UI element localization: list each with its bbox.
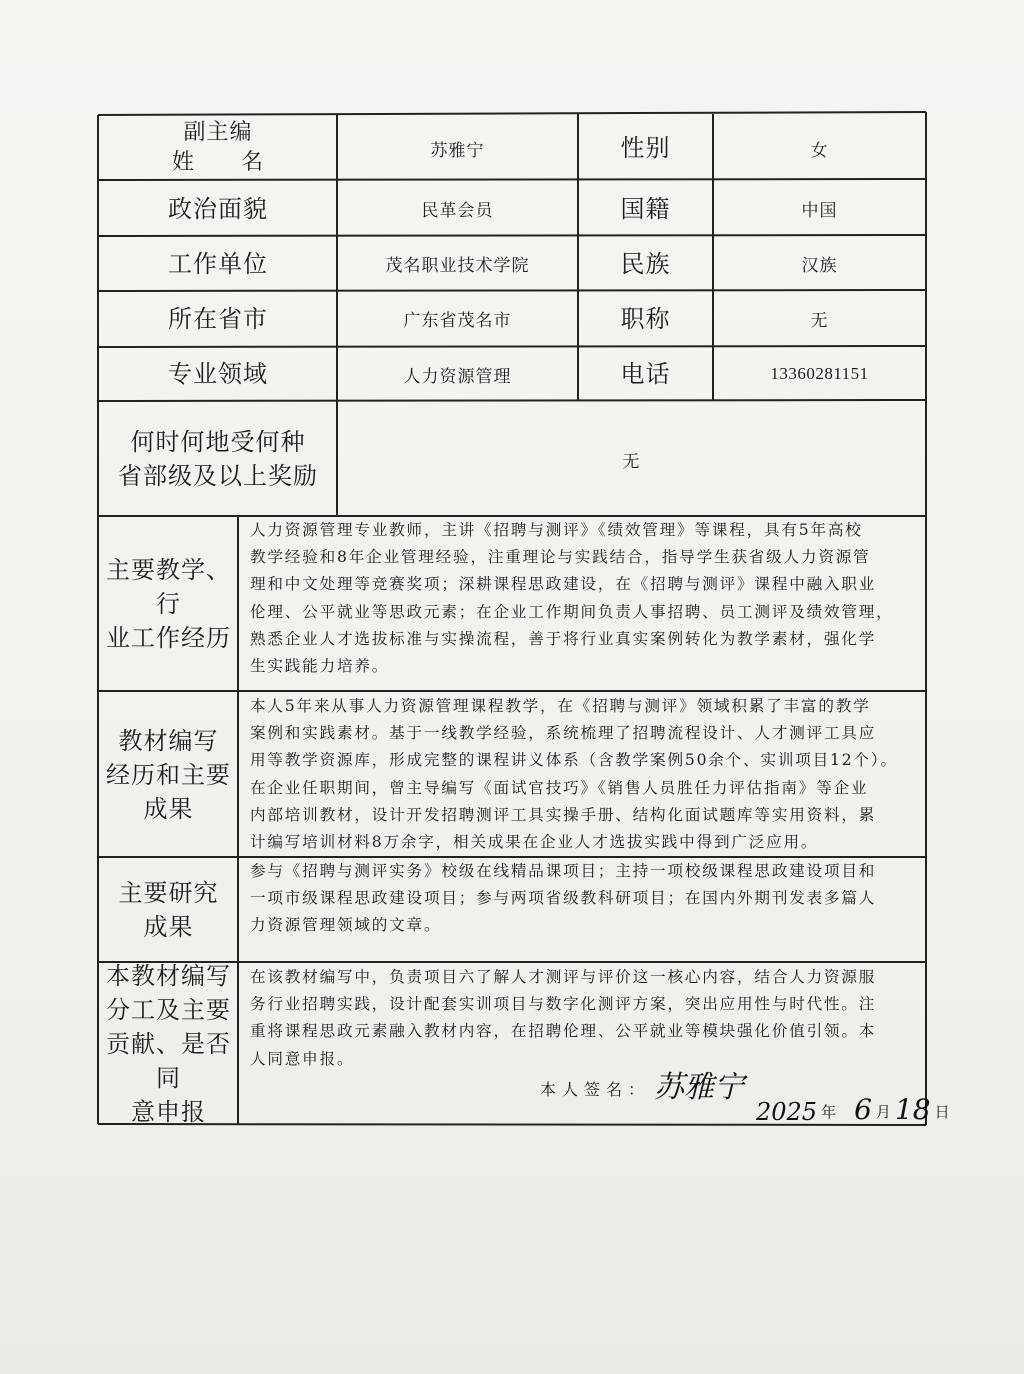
contribution-label-cell [99, 963, 238, 1124]
region-value: 广东省茂名市 [403, 311, 512, 331]
writing-label-line2: 经历和主要 [106, 760, 231, 789]
signature-date [752, 1086, 950, 1126]
experience-label-line2: 业工作经历 [106, 624, 231, 652]
signature-label: 本人签名： [540, 1080, 651, 1099]
experience-line: 生实践能力培养。 [250, 657, 390, 676]
contribution-label-line3: 贡献、是否同 [106, 1029, 231, 1092]
contribution-label-line1: 本教材编写 [106, 961, 231, 990]
nationality-label: 国籍 [620, 194, 671, 223]
contribution-label-line4: 意申报 [131, 1097, 206, 1126]
experience-text [238, 517, 926, 680]
contribution-line: 人同意申报。 [250, 1049, 355, 1068]
experience-label-cell [99, 517, 238, 691]
writing-line: 计编写培训材料8万余字，相关成果在企业人才选拔实践中得到广泛应用。 [250, 833, 819, 852]
ethnicity-label: 民族 [620, 249, 671, 278]
experience-line: 熟悉企业人才选拔标准与实操流程，善于将行业真实案例转化为教学素材，强化学 [250, 629, 877, 648]
writing-label-cell [99, 692, 238, 857]
writing-text [238, 693, 926, 856]
research-label-cell [99, 858, 238, 962]
writing-line: 用等教学资源库，形成完整的课程讲义体系（含教学案例50余个、实训项目12个）。 [250, 751, 898, 770]
title-value: 无 [810, 311, 829, 331]
name-label-line2: 姓 名 [171, 150, 264, 175]
employer-label: 工作单位 [168, 249, 268, 278]
experience-line: 理和中文处理等竞赛奖项；深耕课程思政建设，在《招聘与测评》课程中融入职业 [250, 575, 877, 594]
signature-line [540, 1066, 744, 1106]
contribution-line: 在该教材编写中，负责项目六了解人才测评与评价这一核心内容，结合人力资源服 [250, 968, 877, 986]
contribution-line: 务行业招聘实践，设计配套实训项目与数字化测评方案，突出应用性与时代性。注 [250, 995, 877, 1014]
handwritten-signature: 苏雅宁 [654, 1070, 745, 1105]
experience-line: 伦理、公平就业等思政元素；在企业工作期间负责人事招聘、员工测评及绩效管理， [250, 602, 894, 621]
contribution-text [238, 964, 926, 1073]
experience-line: 人力资源管理专业教师，主讲《招聘与测评》《绩效管理》等课程，具有5年高校 [250, 521, 863, 539]
ethnicity-value: 汉族 [801, 256, 838, 276]
research-line: 力资源管理领域的文章。 [250, 916, 442, 935]
field-label: 专业领域 [168, 360, 268, 388]
date-day-unit: 日 [934, 1103, 950, 1121]
writing-label-line1: 教材编写 [118, 726, 219, 755]
gender-value: 女 [810, 140, 829, 161]
name-value: 苏雅宁 [430, 140, 485, 161]
writing-line: 内部培训教材，设计开发招聘测评工具实操手册、结构化面试题库等实用资料，累 [250, 805, 877, 824]
date-day: 18 [894, 1093, 931, 1126]
phone-value: 13360281151 [770, 364, 869, 383]
research-label-line1: 主要研究 [118, 879, 219, 907]
name-label-cell [99, 116, 337, 180]
research-text [238, 858, 926, 940]
gender-label: 性别 [620, 134, 671, 162]
title-label: 职称 [620, 304, 671, 333]
date-year-unit: 年 [821, 1103, 837, 1121]
awards-label-cell [99, 402, 337, 516]
politics-value: 民革会员 [421, 201, 494, 221]
region-label: 所在省市 [168, 304, 268, 333]
writing-line: 本人5年来从事人力资源管理课程教学，在《招聘与测评》领域积累了丰富的教学 [250, 697, 871, 715]
date-month: 6 [854, 1093, 872, 1126]
experience-line: 教学经验和8年企业管理经验，注重理论与实践结合，指导学生获省级人力资源管 [250, 548, 871, 567]
phone-label: 电话 [620, 360, 671, 388]
awards-label-line1: 何时何地受何种 [130, 428, 306, 456]
experience-label-line1: 主要教学、行 [106, 556, 231, 618]
date-day-group [891, 1093, 950, 1126]
research-line: 参与《招聘与测评实务》校级在线精品课项目；主持一项校级课程思政建设项目和 [250, 862, 877, 880]
nationality-value: 中国 [801, 201, 838, 221]
date-month-unit: 月 [875, 1103, 891, 1121]
contribution-label-line2: 分工及主要 [106, 995, 231, 1024]
name-label-line1: 副主编 [183, 120, 253, 145]
date-month-group [850, 1093, 891, 1126]
research-line: 一项市级课程思政建设项目；参与两项省级教科研项目；在国内外期刊发表多篇人 [250, 889, 877, 908]
research-label-line2: 成果 [143, 913, 194, 941]
writing-line: 案例和实践素材。基于一线教学经验，系统梳理了招聘流程设计、人才测评工具应 [250, 724, 877, 743]
writing-line: 在企业任职期间，曾主导编写《面试官技巧》《销售人员胜任力评估指南》等企业 [250, 778, 869, 797]
awards-label-line2: 省部级及以上奖励 [118, 462, 318, 490]
politics-label: 政治面貌 [168, 194, 268, 223]
writing-label-line3: 成果 [143, 794, 194, 823]
awards-value: 无 [622, 451, 641, 472]
contribution-line: 重将课程思政元素融入教材内容，在招聘伦理、公平就业等模块强化价值引领。本 [250, 1022, 877, 1041]
date-year-group [752, 1098, 836, 1126]
employer-value: 茂名职业技术学院 [385, 256, 530, 276]
field-value: 人力资源管理 [403, 366, 512, 387]
date-year: 2025 [756, 1098, 818, 1126]
